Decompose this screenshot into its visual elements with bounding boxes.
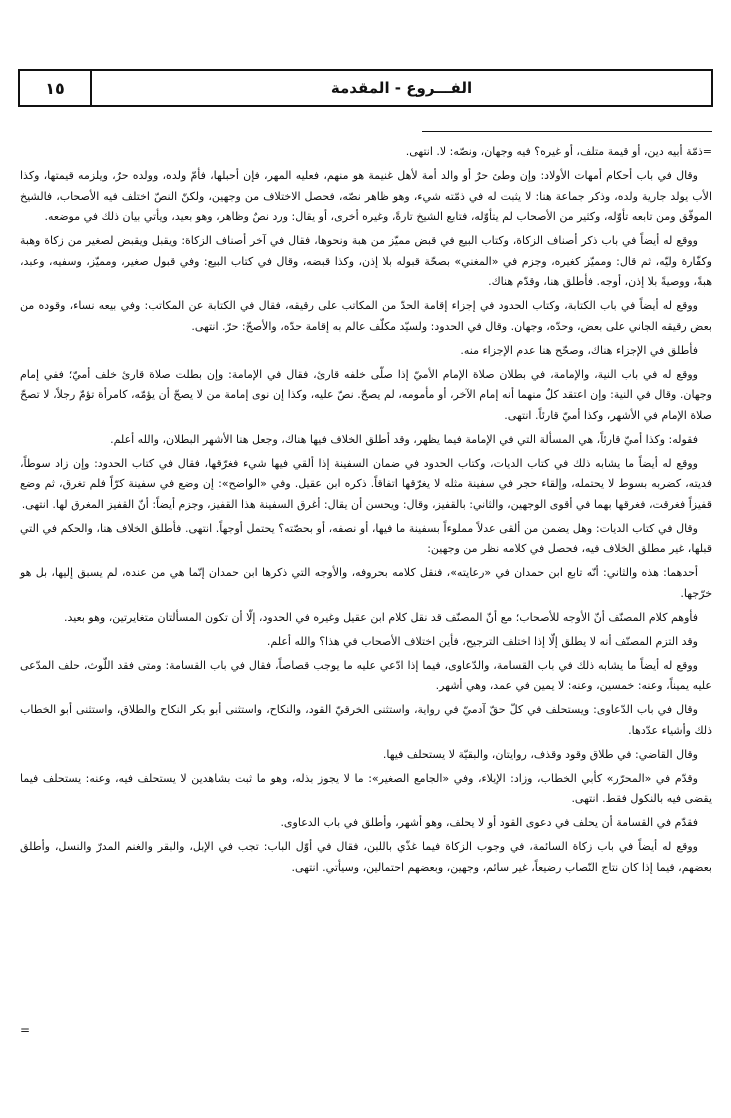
paragraph: =ذمّة أبيه دين، أو قيمة متلف، أو غيره؟ فيه وجهان، ونصّه: لا. انتهى.: [405, 145, 712, 158]
paragraph: فأطلق في الإجزاء هناك، وصحّح هنا عدم الإجزاء منه.: [460, 343, 698, 357]
paragraph: فقدّم في القسامة أن يحلف في دعوى القود أو لا يحلف، وهو أشهر، وأطلق في باب الدعاوى.: [280, 816, 698, 829]
paragraph: وقال في باب أحكام أمهات الأولاد: وإن وطئ حرٌ أو والد أمة لأهل غنيمة هو منهم، فعليه المهر، فإن أحبلها، فأمّ ولده، وولده حرٌ، ويلزمه قيمتها، وكذا الأب يولد جارية ولده، وذكر جماعة هنا: لا يثبت له في ذمّته شيء، وهو ظاهر نصّه، فحصل الاختلاف من وجهين، ولكنّ النصّ اختلف فيه الأصحاب، فالشيخ الموفّق ومن تابعه تأوّله، وكثير من الأصحاب لم يتأوّله، فتابع الشيخ تارةً، وغيره أخرى، أو يقال: ورد نصٌ وظاهر، وهو بعيد، ويأتي بيان ذلك في موضعه.: [20, 169, 712, 223]
paragraph: ووقع له في باب النية، والإمامة، في بطلان صلاة الإمام الأميّ إذا صلّى خلفه قارئ، فقال في الإمامة: وإن بطلت صلاة قارئ خلف أميّ؛ ففي إمام وجهان. وقال في النية: وإن اعتقد كلٌ منهما أنه إمام الآخر، أو مأمومه، لم يصحّ. نصّ عليه، وكذا إن نوى إمامة من لا يصحّ أن يؤمّه، كامرأة تؤمّ رجلاً، لا تصحّ صلاة الإمام في الأشهر، وكذا أميّ قارئاً. انتهى.: [20, 367, 712, 422]
body-text: [20, 142, 712, 882]
paragraph: ووقع له أيضاً في باب الكتابة، وكتاب الحدود في إجزاء إقامة الحدّ من المكاتب على رقيقه، فقال في الكتابة عن المكاتب: وفي بيعه نساء، وقوده من بعض رقيقه الجاني على بعض، وحدّه، وجهان. وقال في الحدود: ولسيّد مكلّف عالم به إقامة حدّه، والأصحّ: حرّ. انتهى.: [20, 299, 712, 333]
paragraph: فأوهم كلام المصنّف أنّ الأوجه للأصحاب؛ مع أنّ المصنّف قد نقل كلام ابن عقيل وغيره في الحدود، إلّا أن تكون المسألتان متغايرتين، وهو بعيد.: [63, 610, 698, 624]
paragraph: وقال في باب الدّعاوى: ويستحلف في كلّ حقّ آدميّ في رواية، واستثنى الخرقيّ القود، والنكاح، واستثنى أبو بكر النكاح والطلاق، واستثنى أبو الخطاب ذلك وأشياء عدّدها.: [20, 703, 712, 737]
paragraph: فقوله: وكذا أميّ قارئاً، هي المسألة التي في الإمامة فيما يظهر، وقد أطلق الخلاف فيها هناك، وجعل هنا الأشهر البطلان، والله أعلم.: [110, 432, 698, 446]
paragraph: وقد التزم المصنّف أنه لا يطلق إلّا إذا اختلف الترجيح، فأين اختلاف الأصحاب في هذا؟ والله أعلم.: [266, 634, 698, 648]
paragraph: وقال القاضي: في طلاق وقود وقذف، روايتان، والبقيّة لا يستحلف فيها.: [382, 747, 698, 761]
page-number: ١٥: [20, 71, 92, 105]
paragraph: ووقع له أيضاً في باب زكاة السائمة، في وجوب الزكاة فيما غذّي باللبن، فقال في أوّل الباب: تجب في الإبل، والبقر والغنم المدرّ والنسل، وأطلق بعضهم، فيما إذا كان نتاج النّصاب رضيعاً، غير سائم، وجهين، وبعضهم احتمالين، وسيأتي. انتهى.: [20, 840, 712, 874]
continuation-mark: =: [20, 1023, 31, 1037]
page-header: [18, 69, 713, 107]
paragraph: أحدهما: هذه والثاني: أنّه تابع ابن حمدان في «رعايته»، فنقل كلامه بحروفه، والأوجه التي ذكرها ابن حمدان إنّما هي من عنده، لم يسبق إليها، بل هو خرّجها.: [20, 566, 712, 600]
paragraph: ووقع له أيضاً ما يشابه ذلك في كتاب الديات، وكتاب الحدود في ضمان السفينة إذا ألقي فيها شيء فغرّقها، فقال في كتاب الحدود: وإن زاد سوطاً، فديته، كضربه بسوط لا يحتمله، وإلقاء حجر في سفينة مثله لا يغرّقها اتفاقاً. ذكره ابن عقيل. وفي «الواضح»: إن وضع في سفينة كرّاً فلم تغرق، ثم وضع قفيزاً فغرقت، فغرقها بهما في أقوى الوجهين، والثاني: بالقفيز، وقال: ويحسن أن يقال: أغرق السفينة هذا القفيز، وجزم أيضاً: أنّ القفيز المغرق لها. انتهى.: [20, 456, 712, 511]
paragraph: وقال في كتاب الديات: وهل يضمن من ألقى عدلاً مملوءاً بسفينة ما فيها، أو نصفه، أو بحصّته؟ يحتمل أوجهاً. انتهى. فأطلق الخلاف هنا، والحكم في التي قبلها، غير مطلق الخلاف فيه، فحصل في كلامه نظر من وجهين:: [20, 521, 712, 555]
paragraph: ووقع له أيضاً ما يشابه ذلك في باب القسامة، والدّعاوى، فيما إذا ادّعي عليه ما يوجب قصاصاً، فقال في باب القسامة: ومتى فقد اللّوث، حلف المدّعى عليه يميناً، وعنه: خمسين، وعنه: لا يمين في عمد، وهي أشهر.: [20, 658, 712, 692]
running-title: الفـــروع - المقدمة: [330, 79, 473, 97]
paragraph: وقدّم في «المحرّر» كأبي الخطاب، وزاد: الإيلاء، وفي «الجامع الصغير»: ما لا يجوز بذله، وهو ما ثبت بشاهدين لا يستحلف فيه، وعنه: يستحلف فيما يقضى فيه بالنكول فقط. انتهى.: [20, 771, 712, 805]
footnote-separator-rule: [422, 131, 712, 132]
paragraph: ووقع له أيضاً في باب ذكر أصناف الزكاة، وكتاب البيع في قبض مميّز من هبة ونحوها، فقال في آخر أصناف الزكاة: ويقبل ويقبض لصغير من زكاة وهبة وكفّارة وليّه، ثم قال: ومميّز كغيره، وجزم في «المغني» بصحّة قبوله بلا إذن، وكذا قبضه، وقال في كتاب البيع: وفي قبول صغير، ومميّز، وسفيه، وعبد، هبةً، ووصيةً بلا إذن، أوجه. فأطلق هنا، وقدّم هناك.: [20, 234, 712, 288]
